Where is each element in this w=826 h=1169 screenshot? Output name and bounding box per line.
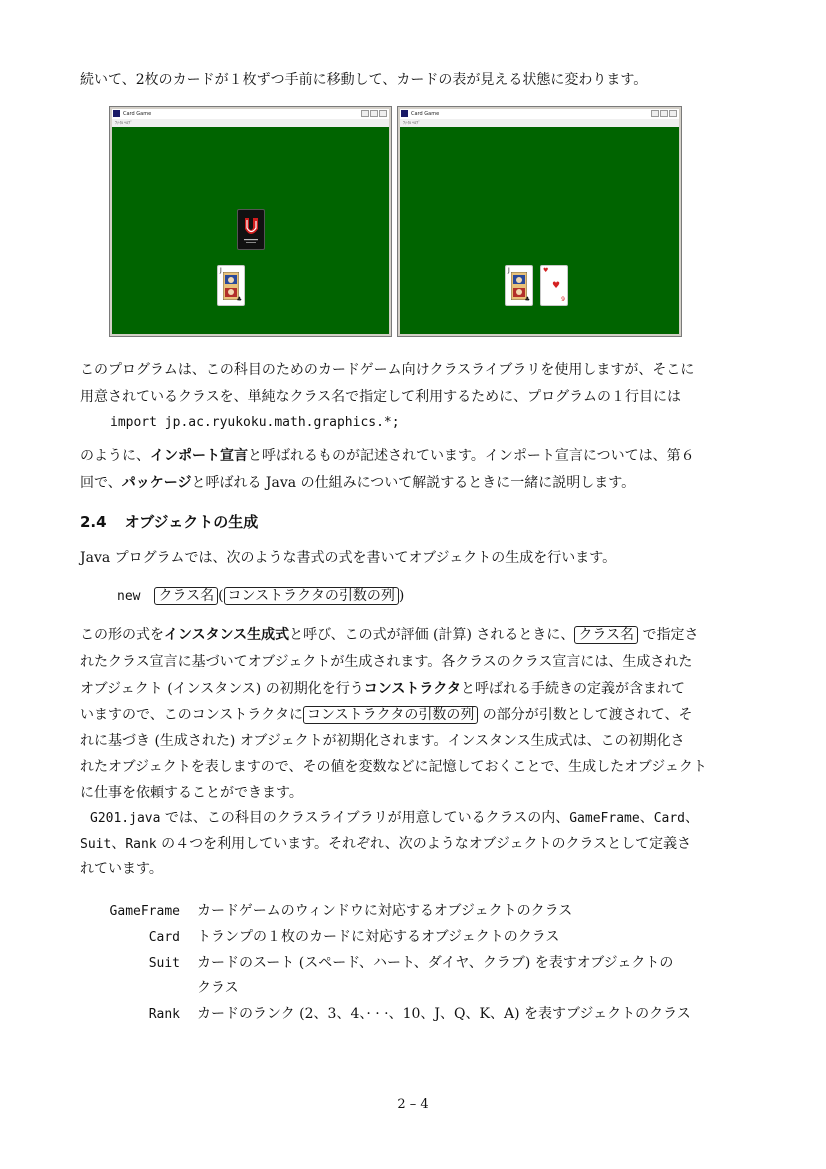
text: と呼ばれる手続きの定義が含まれて [461, 681, 686, 697]
paren: ) [398, 588, 405, 604]
para1-line2: 用意されているクラスを、単純なクラス名で指定して利用するために、プログラムの１行目には [80, 389, 682, 405]
class-desc: カードゲームのウィンドウに対応するオブジェクトのクラス [197, 903, 573, 919]
boxed-args: コンストラクタの引数の列 [224, 587, 399, 605]
term-instance-creation: インスタンス生成式 [164, 627, 290, 643]
para5-line1 [90, 809, 699, 828]
text: と呼ばれるものが記述されています。インポート宣言については、第６ [248, 448, 695, 464]
para1-line1: このプログラムは、この科目のためのカードゲーム向けクラスライブラリを使用しますが、そこに [80, 362, 695, 378]
card-jack: J ♣ [217, 265, 245, 306]
text: では、この科目のクラスライブラリが用意しているクラスの内、 [160, 810, 570, 826]
class-desc: カードのランク (2、3、4、· · ·、10、J、Q、K、A) を表すブジェクトのクラス [197, 1006, 691, 1022]
code-classname: Card [653, 811, 685, 826]
para4-line3 [80, 680, 685, 698]
card-table [400, 127, 679, 334]
class-name: GameFrame [109, 904, 180, 919]
class-name: Card [148, 930, 180, 945]
card-table [112, 127, 389, 334]
para2-line2 [80, 474, 635, 492]
section-number: 2.4 [80, 513, 107, 531]
close-icon[interactable] [669, 110, 677, 117]
heart-icon: ♥ [552, 281, 561, 291]
text: 、 [111, 836, 126, 852]
card-rank: 9 [561, 296, 565, 303]
maximize-icon[interactable] [370, 110, 378, 117]
text: で指定さ [638, 627, 699, 643]
class-desc-cont: クラス [197, 980, 239, 996]
paren: ( [218, 588, 224, 604]
section-title: オブジェクトの生成 [124, 513, 259, 531]
boxed-classname: クラス名 [154, 587, 218, 605]
keyword-new: new [117, 589, 141, 604]
text: 回で、 [80, 475, 122, 491]
text: の４つを利用しています。それぞれ、次のようなオブジェクトのクラスとして定義さ [156, 836, 692, 852]
boxed-args: コンストラクタの引数の列 [303, 706, 478, 724]
term-import-declaration: インポート宣言 [150, 448, 248, 464]
code-classname: GameFrame [569, 811, 640, 826]
import-code: import jp.ac.ryukoku.math.graphics.*; [110, 415, 400, 430]
window-title: Card Game [411, 111, 440, 117]
window-menubar [112, 119, 389, 127]
screenshot-window-left [109, 106, 392, 337]
para3: Java プログラムでは、次のような書式の式を書いてオブジェクトの生成を行います。 [80, 550, 617, 566]
close-icon[interactable] [379, 110, 387, 117]
minimize-icon[interactable] [361, 110, 369, 117]
page-number: 2 – 4 [397, 1097, 429, 1112]
text: オブジェクト (インスタンス) の初期化を行う [80, 681, 364, 697]
code-classname: Suit [80, 837, 112, 852]
text: 、 [685, 810, 699, 826]
para4-line7: に仕事を依頼することができます。 [80, 785, 303, 801]
code-classname: Rank [125, 837, 157, 852]
menu-items[interactable]: ﾌｧｲﾙ ﾍﾙﾌﾟ [115, 120, 133, 125]
window-titlebar [112, 109, 389, 119]
text: と呼び、この式が評価 (計算) されるときに、 [289, 627, 575, 643]
window-title: Card Game [123, 111, 152, 117]
menu-items[interactable]: ﾌｧｲﾙ ﾍﾙﾌﾟ [403, 120, 421, 125]
window-titlebar [400, 109, 679, 119]
class-name: Suit [148, 956, 180, 971]
para4-line6: れたオブジェクトを表しますので、その値を変数などに記憶しておくことで、生成したオブジェクト [80, 759, 707, 775]
para4-line2: れたクラス宣言に基づいてオブジェクトが生成されます。各クラスのクラス宣言には、生成された [80, 654, 693, 670]
class-desc: カードのスート (スペード、ハート、ダイヤ、クラブ) を表すオブジェクトの [197, 955, 674, 971]
code-filename: G201.java [90, 811, 161, 826]
window-menubar [400, 119, 679, 127]
term-package: パッケージ [121, 475, 192, 491]
card-heart: ♥ ♥ 9 [540, 265, 568, 306]
text: のように、 [80, 448, 150, 464]
syntax-line [117, 587, 404, 606]
intro-text: 続いて、2枚のカードが１枚ずつ手前に移動して、カードの表が見える状態に変わります。 [80, 72, 648, 88]
para4-line4 [80, 706, 693, 724]
para5-line2 [80, 835, 691, 854]
university-logo-icon [238, 210, 264, 249]
card-jack: J ♣ [505, 265, 533, 306]
text: この形の式を [80, 627, 164, 643]
app-icon [113, 110, 120, 117]
section-heading [80, 513, 258, 531]
para2-line1 [80, 447, 695, 465]
app-icon [401, 110, 408, 117]
screenshot-window-right [397, 106, 682, 337]
para5-line3: れています。 [80, 861, 163, 877]
term-constructor: コンストラクタ [363, 681, 462, 697]
class-desc: トランプの１枚のカードに対応するオブジェクトのクラス [197, 929, 560, 945]
text: 、 [639, 810, 654, 826]
para4-line5: れに基づき (生成された) オブジェクトが初期化されます。インスタンス生成式は、この初期化さ [80, 733, 685, 749]
para4-line1 [80, 626, 698, 644]
maximize-icon[interactable] [660, 110, 668, 117]
text: と呼ばれる Java の仕組みについて解説するときに一緒に説明します。 [191, 475, 636, 491]
text: いますので、このコンストラクタに [80, 707, 304, 723]
card-back [237, 209, 265, 250]
text: の部分が引数として渡されて、そ [478, 707, 693, 723]
class-name: Rank [148, 1007, 180, 1022]
minimize-icon[interactable] [651, 110, 659, 117]
boxed-classname: クラス名 [574, 626, 638, 644]
